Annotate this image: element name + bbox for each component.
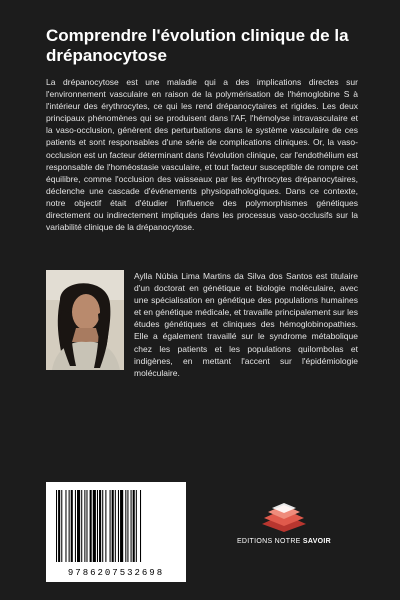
author-bio: Aylla Núbia Lima Martins da Silva dos Santos est titulaire d'un doctorat en génétique et biologie moléculaire, avec une spécialisation en génétique des populations humaines et en génétique médicale, et travaille principalement sur les études génétiques et cliniques des hémoglobinopathies. Elle a également travaillé sur le syndrome métabolique chez les patients et les populations quilombolas et indigènes, en mettant l'accent sur l'épidémiologie moléculaire. bbox=[134, 271, 358, 378]
publisher-logo-icon bbox=[254, 502, 314, 534]
barcode-bar bbox=[131, 490, 132, 562]
barcode-bar bbox=[81, 490, 82, 562]
publisher-bold: SAVOIR bbox=[302, 538, 332, 545]
barcode-bar bbox=[97, 490, 98, 562]
barcode-bar bbox=[118, 490, 119, 562]
publisher-prefix: EDITIONS NOTRE bbox=[236, 538, 303, 545]
barcode-bar bbox=[102, 490, 103, 562]
barcode-bar bbox=[110, 490, 111, 562]
barcode-bar bbox=[105, 490, 106, 562]
barcode-bar bbox=[77, 490, 80, 562]
barcode-bar bbox=[71, 490, 73, 562]
barcode-bar bbox=[136, 490, 137, 562]
barcode-bar bbox=[58, 490, 60, 562]
barcode-bar bbox=[69, 490, 70, 562]
barcode-bar bbox=[127, 490, 128, 562]
barcode-bar bbox=[133, 490, 135, 562]
barcode-bar bbox=[112, 490, 114, 562]
barcode-bar bbox=[120, 490, 123, 562]
book-title: Comprendre l'évolution clinique de la drépanocytose bbox=[46, 26, 349, 65]
barcode-number: 9786207532698 bbox=[67, 568, 165, 578]
barcode-bar bbox=[99, 490, 101, 562]
author-portrait-icon bbox=[46, 270, 124, 370]
barcode-icon bbox=[46, 482, 186, 582]
barcode-bar bbox=[86, 490, 87, 562]
barcode-bar bbox=[84, 490, 85, 562]
barcode-bar bbox=[115, 490, 116, 562]
barcode-bar bbox=[56, 490, 57, 562]
book-summary: La drépanocytose est une maladie qui a des implications directes sur l'environnement vasculaire en raison de la polymérisation de l'hémoglobine S à l'intérieur des érythrocytes, ce qui les rend drépanocytaires et rigides. Les deux principaux phénomènes qui se produisent dans l'AF, l'hémolyse intravasculaire et la vaso-occlusion, génèrent des perturbations dans le système vasculaire de ces patients et sont responsables d'une série de complications cliniques. Or, la vaso-occlusion est un facteur déterminant dans l'évolution clinique, car l'endothélium est responsable de l'homéostasie vasculaire, et tout facteur susceptible de rompre cet équilibre, comme l'occlusion des vaisseaux par les érythrocytes drépanocytaires, déclenche une cascade d'événements physiopathologiques. Dans ce contexte, notre objectif était d'étudier l'influence des polymorphismes génétiques directement ou indirectement impliqués dans les processus vaso-occlusifs sur la variabilité clinique de la drépanocytose. bbox=[46, 77, 358, 233]
barcode-bar bbox=[75, 490, 76, 562]
barcode-bar bbox=[90, 490, 92, 562]
barcode-bar bbox=[61, 490, 62, 562]
barcode-bar bbox=[125, 490, 126, 562]
publisher-name bbox=[226, 538, 342, 545]
isbn-barcode bbox=[46, 482, 186, 582]
barcode-bar bbox=[140, 490, 141, 562]
author-photo bbox=[46, 270, 124, 370]
barcode-bar bbox=[65, 490, 66, 562]
barcode-bar bbox=[93, 490, 96, 562]
